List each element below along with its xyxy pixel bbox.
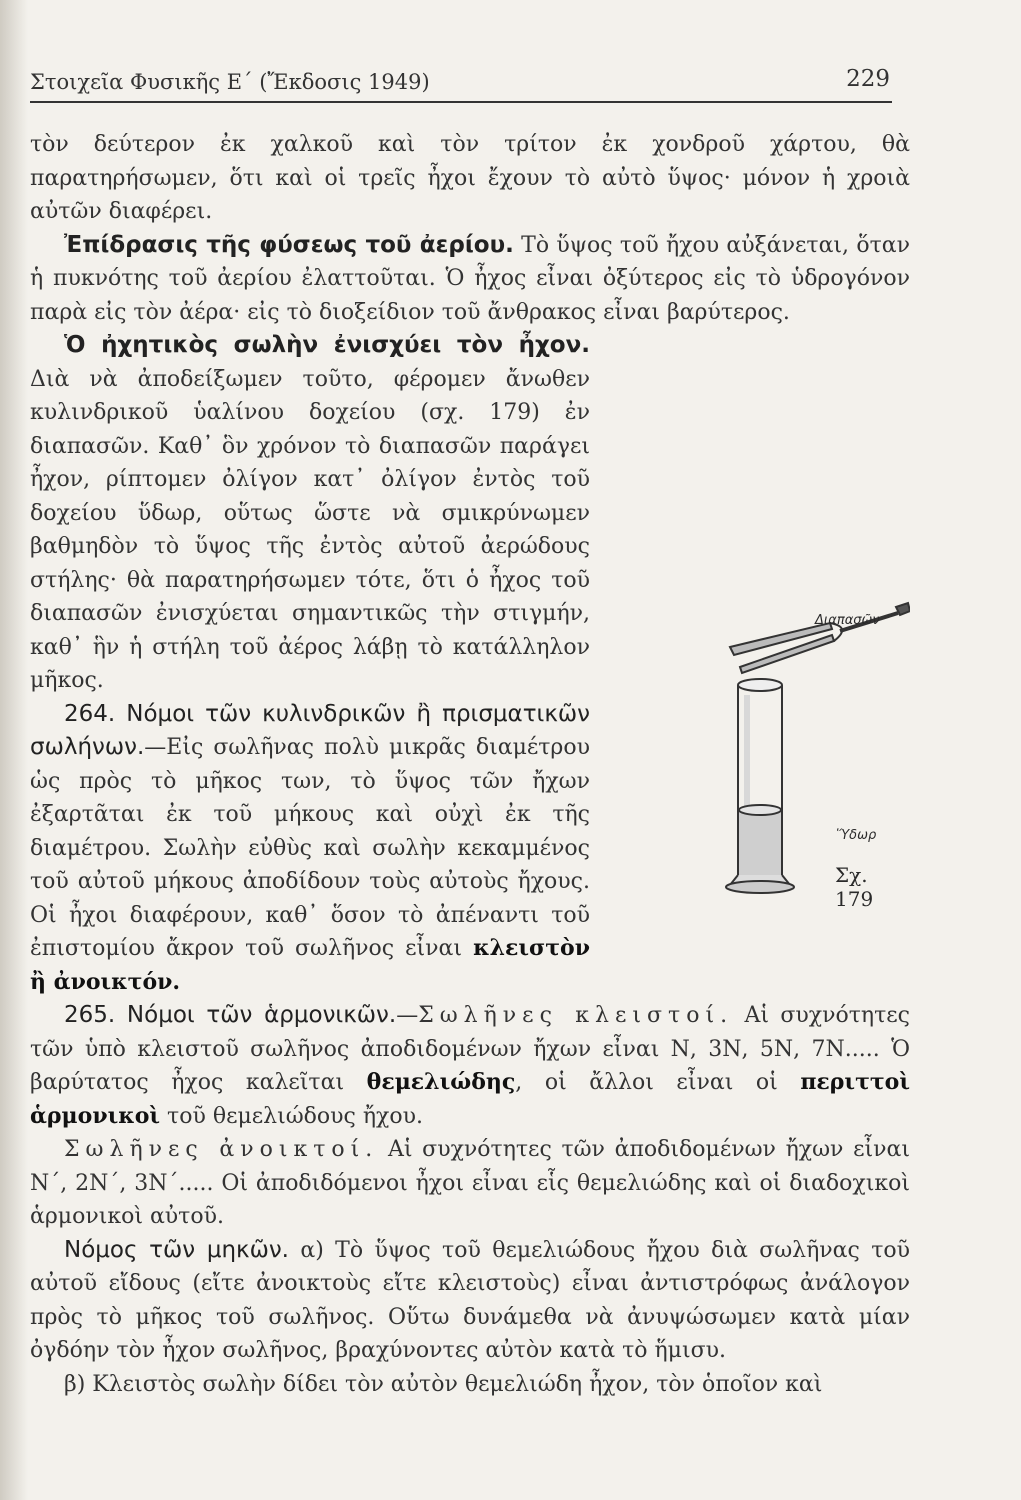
paragraph-text: , οἱ ἄλλοι εἶναι οἱ	[515, 1070, 801, 1095]
section-heading: Νόμος τῶν μηκῶν.	[64, 1236, 289, 1263]
section-heading: Ὁ ἠχητικὸς σωλὴν ἐνισχύει τὸν ἦχον.	[64, 332, 590, 358]
left-column	[30, 329, 590, 999]
bold-text: κλειστὸν ἢ ἀνοικτόν.	[30, 935, 590, 995]
paragraph-open-tubes	[30, 1133, 910, 1234]
glass-cylinder-icon	[726, 679, 794, 893]
figure-label-tuning-fork: Διαπασῶν	[815, 613, 880, 628]
page-number: 229	[846, 66, 890, 92]
bold-term: περιττοὶ ἁρμονικοὶ	[30, 1069, 910, 1129]
paragraph-264	[30, 698, 590, 1000]
section-heading: Ἐπίδρασις τῆς φύσεως τοῦ ἀερίου.	[64, 231, 514, 258]
paragraph-text: β) Κλειστὸς σωλὴν δίδει τὸν αὐτὸν θεμελιώδη ἦχον, τὸν ὁποῖον καὶ	[64, 1371, 823, 1397]
header-title: Στοιχεῖα Φυσικῆς Ε΄ (Ἔκδοσις 1949)	[30, 70, 430, 94]
header-rule	[30, 101, 892, 103]
paragraph-265	[30, 999, 910, 1133]
spaced-term: Σωλῆνες κλειστοί.	[418, 1003, 734, 1028]
paragraph-resonance-tube	[30, 329, 590, 698]
paragraph-continuation	[30, 128, 910, 229]
paragraph-length-law	[30, 1234, 910, 1368]
paragraph-text: τὸν δεύτερον ἐκ χαλκοῦ καὶ τὸν τρίτον ἐκ χονδροῦ χάρτου, θὰ παρατηρήσωμεν, ὅτι καὶ οἱ τρεῖς ἦχοι ἔχουν τὸ αὐτὸ ὕψος· μόνον ἡ χροιὰ αὐτῶν διαφέρει.	[30, 132, 910, 224]
spaced-term: Σωλῆνες ἀνοικτοί.	[64, 1137, 379, 1162]
paragraph-text: Αἱ συχνότητες τῶν ἀποδιδομένων ἤχων εἶναι Ν΄, 2Ν΄, 3Ν΄..... Οἱ ἀποδιδόμενοι ἦχοι εἶναι εἷς θεμελιώδης καὶ οἱ διαδοχικοὶ ἁρμονικοὶ αὐτοῦ.	[30, 1137, 910, 1229]
figure-caption: Σχ. 179	[835, 863, 874, 911]
figure-label-water: Ὕδωρ	[836, 828, 877, 843]
running-header	[30, 66, 890, 98]
paragraph-text: τοῦ θεμελιώδους ἤχου.	[160, 1103, 423, 1129]
figure-179	[720, 585, 910, 911]
dash: —	[396, 1003, 419, 1028]
section-heading: 264. Νόμοι τῶν κυλινδρικῶν ἢ πρισματικῶν σωλήνων.	[30, 700, 590, 760]
section-heading: 265. Νόμοι τῶν ἁρμονικῶν.	[64, 1002, 397, 1028]
paragraph-text: Αἱ συχνότητες τῶν ὑπὸ κλειστοῦ σωλῆνος ἀποδιδομένων ἤχων εἶναι Ν, 3Ν, 5Ν, 7Ν..... Ὁ βαρύτατος ἦχος καλεῖται	[30, 1003, 910, 1095]
bold-term: θεμελιώδης	[366, 1069, 516, 1095]
paragraph-text: Διὰ νὰ ἀποδείξωμεν τοῦτο, φέρομεν ἄνωθεν κυλινδρικοῦ ὑαλίνου δοχείου (σχ. 179) ἐν διαπασῶν. Καθ᾽ ὃν χρόνον τὸ διαπασῶν παράγει ἦχον, ρίπτομεν ὀλίγον κατ᾽ ὀλίγον ἐντὸς τοῦ δοχείου ὕδωρ, οὕτως ὥστε νὰ σμικρύνωμεν βαθμηδὸν τὸ ὕψος τῆς ἐντὸς αὐτοῦ ἀερώδους στήλης· θὰ παρατηρήσωμεν τότε, ὅτι ὁ ἦχος τοῦ διαπασῶν ἐνισχύεται σημαντικῶς τὴν στιγμήν, καθ᾽ ἣν ἡ στήλη τοῦ ἀέρος λάβῃ τὸ κατάλληλον μῆκος.	[30, 366, 590, 693]
paragraph-closed-tube	[30, 1368, 910, 1402]
binding-shadow	[0, 0, 28, 1500]
paragraph-text: α) Τὸ ὕψος τοῦ θεμελιώδους ἤχου διὰ σωλῆνας τοῦ αὐτοῦ εἴδους (εἴτε ἀνοικτοὺς εἴτε κλειστοὺς) εἶναι ἀντιστρόφως ἀνάλογον πρὸς τὸ μῆκος τοῦ σωλῆνος. Οὕτω δυνάμεθα νὰ ἀνυψώσωμεν κατὰ μίαν ὀγδόην τὸν ἦχον σωλῆνος, βραχύνοντες αὐτὸν κατὰ τὸ ἥμισυ.	[30, 1237, 910, 1363]
tuning-fork-cylinder-illustration	[720, 585, 910, 905]
paragraph-text: Τὸ ὕψος τοῦ ἤχου αὐξάνεται, ὅταν ἡ πυκνότης τοῦ ἀερίου ἐλαττοῦται. Ὁ ἦχος εἶναι ὀξύτερος εἰς τὸ ὑδρογόνον παρὰ εἰς τὸν ἀέρα· εἰς τὸ διοξείδιον τοῦ ἄνθρακος εἶναι βαρύτερος.	[30, 232, 911, 325]
paragraph-text: —Εἰς σωλῆνας πολὺ μικρᾶς διαμέτρου ὡς πρὸς τὸ μῆκος των, τὸ ὕψος τῶν ἤχων ἐξαρτᾶται ἐκ τοῦ μήκους καὶ οὐχὶ ἐκ τῆς διαμέτρου. Σωλὴν εὐθὺς καὶ σωλὴν κεκαμμένος τοῦ αὐτοῦ μήκους ἀποδίδουν τοὺς αὐτοὺς ἤχους. Οἱ ἦχοι διαφέρουν, καθ᾽ ὅσον τὸ ἀπέναντι τοῦ ἐπιστομίου ἄκρον τοῦ σωλῆνος εἶναι	[30, 735, 590, 961]
paragraph-gas-effect	[30, 229, 910, 330]
